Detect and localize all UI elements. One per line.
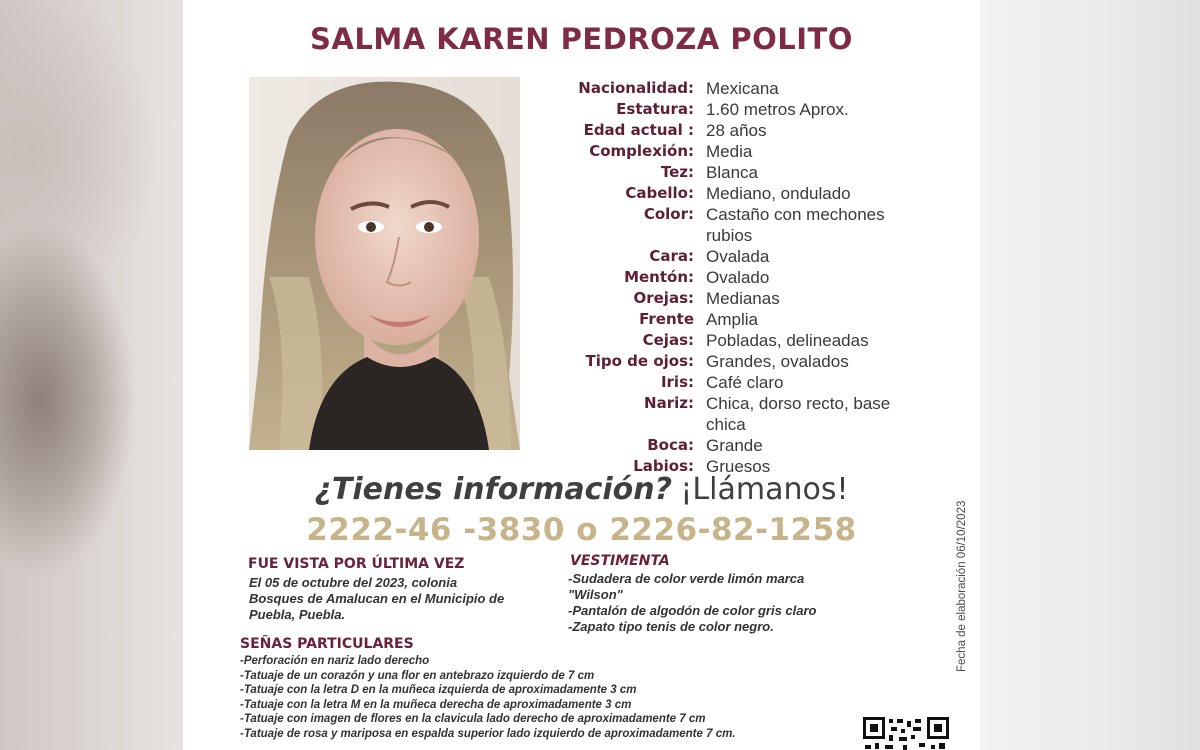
field-value: Grandes, ovalados xyxy=(706,352,849,371)
field-row xyxy=(523,372,943,393)
field-row xyxy=(523,309,943,330)
mark-line: -Perforación en nariz lado derecho xyxy=(240,655,430,667)
field-value: Grande xyxy=(706,436,763,455)
field-value: Ovalada xyxy=(706,247,770,266)
field-label: Estatura: xyxy=(616,100,694,118)
field-value: Castaño con mechones rubios xyxy=(706,205,885,245)
field-value: Ovalado xyxy=(706,268,770,287)
elaboration-date: Fecha de elaboración 06/10/2023 xyxy=(956,500,968,672)
clothing-line: -Zapato tipo tenis de color negro. xyxy=(568,619,774,634)
field-label: Color: xyxy=(643,205,694,223)
last-seen-line: Bosques de Amalucan en el Municipio de xyxy=(249,591,505,606)
field-row xyxy=(523,330,943,351)
field-row xyxy=(523,120,943,141)
call-to-action xyxy=(183,472,980,507)
field-label: Edad actual : xyxy=(583,121,694,139)
mark-line: -Tatuaje con la letra D en la muñeca izquierda de aproximadamente 3 cm xyxy=(240,684,637,696)
field-value: Mexicana xyxy=(706,79,779,98)
clothing-text xyxy=(568,571,816,635)
field-value: Chica, dorso recto, base chica xyxy=(706,394,891,434)
mark-line: -Tatuaje de un corazón y una flor en antebrazo izquierdo de 7 cm xyxy=(240,669,595,682)
field-label: Tipo de ojos: xyxy=(585,352,694,370)
field-row xyxy=(523,288,943,309)
last-seen-line: Puebla, Puebla. xyxy=(249,607,346,622)
mark-line: -Tatuaje con la letra M en la muñeca derecha de aproximadamente 3 cm xyxy=(240,698,632,711)
cta-call: ¡Llámanos! xyxy=(680,472,849,507)
background-blur-left xyxy=(0,0,183,750)
field-value: Medianas xyxy=(706,289,780,308)
field-row xyxy=(523,162,943,183)
field-label: Complexión: xyxy=(589,142,694,160)
clothing-line: -Sudadera de color verde limón marca xyxy=(568,571,805,586)
last-seen-line: El 05 de octubre del 2023, colonia xyxy=(249,575,458,590)
field-row xyxy=(523,78,943,99)
marks-title: SEÑAS PARTICULARES xyxy=(240,636,414,652)
field-value: Pobladas, delineadas xyxy=(706,331,869,350)
mark-line: -Tatuaje de rosa y mariposa en espalda superior lado izquierdo de aproximadamente 7 cm. xyxy=(240,727,736,740)
field-row xyxy=(523,141,943,162)
field-value: Mediano, ondulado xyxy=(706,184,851,203)
field-label: Labios: xyxy=(633,457,694,475)
clothing-line: -Pantalón de algodón de color gris claro xyxy=(568,603,817,618)
field-label: Iris: xyxy=(660,373,694,391)
person-name: SALMA KAREN PEDROZA POLITO xyxy=(310,22,853,56)
field-row xyxy=(523,99,943,120)
field-label: Cara: xyxy=(649,247,694,265)
field-label: Nacionalidad: xyxy=(578,79,694,97)
field-label: Orejas: xyxy=(633,289,694,307)
missing-person-poster xyxy=(183,0,980,750)
field-row xyxy=(523,351,943,372)
last-seen-text xyxy=(249,575,504,623)
field-label: Mentón: xyxy=(624,268,694,286)
cta-question: ¿Tienes información? xyxy=(314,472,673,507)
clothing-line: "Wilson" xyxy=(568,587,623,602)
field-value: Blanca xyxy=(706,163,758,182)
field-value: Gruesos xyxy=(706,457,771,476)
field-label: Frente xyxy=(639,310,694,328)
person-photo xyxy=(249,77,520,450)
distinguishing-marks-list xyxy=(240,654,880,741)
field-row xyxy=(523,435,943,456)
last-seen-title: FUE VISTA POR ÚLTIMA VEZ xyxy=(248,556,465,572)
field-value: Media xyxy=(706,142,753,161)
background-blur-right xyxy=(980,0,1200,750)
field-label: Boca: xyxy=(647,436,694,454)
field-value: 1.60 metros Aprox. xyxy=(706,100,849,119)
mark-line: -Tatuaje con imagen de flores en la clavicula lado derecho de aproximadamente 7 cm xyxy=(240,713,706,725)
contact-phones: 2222-46 -3830 o 2226-82-1258 xyxy=(306,512,857,548)
field-value: Café claro xyxy=(706,373,784,392)
field-row xyxy=(523,204,943,246)
field-row xyxy=(523,393,943,435)
field-label: Cabello: xyxy=(625,184,694,202)
field-row xyxy=(523,246,943,267)
field-row xyxy=(523,267,943,288)
field-label: Tez: xyxy=(660,163,694,181)
qr-code xyxy=(863,717,949,750)
field-label: Nariz: xyxy=(644,394,694,412)
field-label: Cejas: xyxy=(642,331,694,349)
clothing-title: VESTIMENTA xyxy=(570,553,670,569)
field-value: Amplia xyxy=(706,310,758,329)
field-row xyxy=(523,183,943,204)
physical-description-list xyxy=(523,78,943,477)
field-value: 28 años xyxy=(706,121,767,140)
